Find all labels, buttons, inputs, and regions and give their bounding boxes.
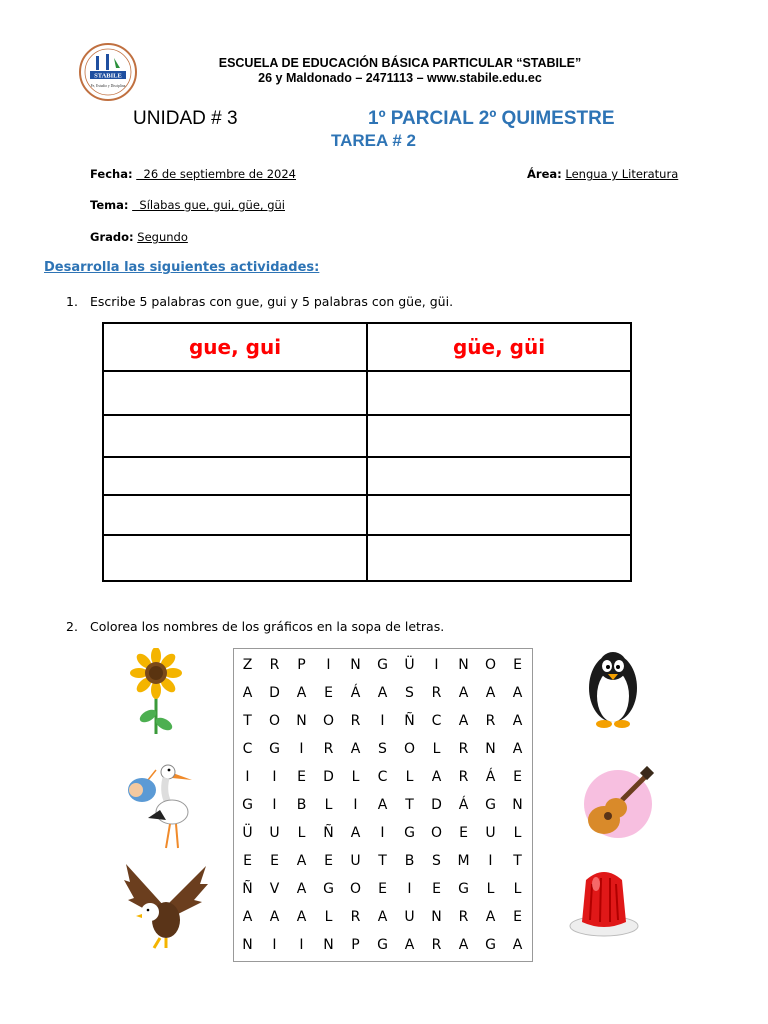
word-search-grid bbox=[234, 649, 532, 961]
word-search-letter[interactable]: L bbox=[324, 909, 333, 925]
word-search-letter[interactable]: G bbox=[485, 937, 496, 953]
word-search-letter[interactable]: Á bbox=[485, 769, 496, 785]
word-search-letter[interactable]: N bbox=[242, 937, 253, 953]
word-search-letter[interactable]: L bbox=[513, 825, 522, 841]
date-field bbox=[90, 167, 296, 181]
column-header-gue-gui: gue, gui bbox=[103, 323, 367, 371]
word-search-letter[interactable]: E bbox=[324, 853, 333, 869]
word-search-letter[interactable]: I bbox=[380, 713, 385, 729]
word-search-letter[interactable]: G bbox=[269, 741, 280, 757]
word-search-letter[interactable]: D bbox=[431, 797, 442, 813]
word-search-letter[interactable]: L bbox=[513, 881, 522, 897]
word-search-letter[interactable]: C bbox=[377, 769, 388, 785]
activity-number: 1. bbox=[66, 294, 78, 309]
syllable-table bbox=[102, 322, 632, 582]
area-label: Área: bbox=[527, 167, 562, 181]
school-address: 26 y Maldonado – 2471113 – www.stabile.edu.ec bbox=[258, 71, 542, 85]
answer-cell[interactable] bbox=[103, 371, 367, 415]
word-search-letter[interactable]: I bbox=[434, 657, 439, 673]
word-search-letter[interactable]: A bbox=[485, 909, 496, 925]
word-search-letter[interactable]: I bbox=[380, 825, 385, 841]
table-row bbox=[103, 495, 631, 535]
word-search-letter[interactable]: A bbox=[296, 881, 307, 897]
word-search-letter[interactable]: A bbox=[512, 685, 523, 701]
word-search-letter[interactable]: E bbox=[324, 685, 333, 701]
word-search-letter[interactable]: A bbox=[377, 685, 388, 701]
word-search-letter[interactable]: M bbox=[457, 853, 470, 869]
word-search-letter[interactable]: O bbox=[484, 657, 497, 673]
word-search-letter[interactable]: L bbox=[351, 769, 360, 785]
instructions-heading: Desarrolla las siguientes actividades: bbox=[44, 260, 320, 275]
word-search-letter[interactable]: A bbox=[485, 685, 496, 701]
word-search-letter[interactable]: I bbox=[407, 881, 412, 897]
word-search-letter[interactable]: Á bbox=[458, 797, 469, 813]
word-search-letter[interactable]: U bbox=[404, 909, 415, 925]
word-search-letter[interactable]: I bbox=[299, 937, 304, 953]
word-search-letter[interactable]: Z bbox=[242, 657, 253, 673]
word-search-letter[interactable]: R bbox=[431, 685, 442, 701]
answer-cell[interactable] bbox=[103, 457, 367, 495]
topic-label: Tema: bbox=[90, 198, 129, 212]
word-search-letter[interactable]: G bbox=[458, 881, 469, 897]
word-search bbox=[233, 648, 533, 962]
activity-text: Colorea los nombres de los gráficos en la sopa de letras. bbox=[90, 619, 445, 634]
word-search-letter[interactable]: N bbox=[485, 741, 496, 757]
word-search-letter[interactable]: A bbox=[458, 685, 469, 701]
word-search-letter[interactable]: E bbox=[378, 881, 387, 897]
word-search-letter[interactable]: G bbox=[404, 825, 415, 841]
eagle-icon bbox=[120, 858, 210, 950]
answer-cell[interactable] bbox=[367, 415, 631, 457]
word-search-letter[interactable]: D bbox=[269, 685, 280, 701]
word-search-letter[interactable]: R bbox=[350, 713, 361, 729]
word-search-letter[interactable]: A bbox=[296, 909, 307, 925]
word-search-letter[interactable]: L bbox=[297, 825, 306, 841]
word-search-letter[interactable]: G bbox=[485, 797, 496, 813]
word-search-letter[interactable]: R bbox=[269, 657, 280, 673]
stork-icon bbox=[118, 754, 198, 850]
word-search-letter[interactable]: I bbox=[245, 769, 250, 785]
word-search-letter[interactable]: I bbox=[353, 797, 358, 813]
word-search-letter[interactable]: A bbox=[350, 741, 361, 757]
word-search-letter[interactable]: A bbox=[512, 937, 523, 953]
date-label: Fecha: bbox=[90, 167, 133, 181]
activity-number: 2. bbox=[66, 619, 78, 634]
topic-value: Sílabas gue, gui, güe, güi bbox=[132, 198, 285, 212]
word-search-letter[interactable]: S bbox=[378, 741, 387, 757]
answer-cell[interactable] bbox=[367, 535, 631, 581]
word-search-letter[interactable]: N bbox=[350, 657, 361, 673]
word-search-letter[interactable]: O bbox=[322, 713, 335, 729]
word-search-letter[interactable]: G bbox=[377, 937, 388, 953]
word-search-letter[interactable]: L bbox=[405, 769, 414, 785]
activity-text: Escribe 5 palabras con gue, gui y 5 palabras con güe, güi. bbox=[90, 294, 454, 309]
word-search-letter[interactable]: A bbox=[296, 685, 307, 701]
table-header-row bbox=[103, 323, 631, 371]
table-row bbox=[103, 371, 631, 415]
svg-text:STABILE: STABILE bbox=[94, 72, 122, 80]
word-search-letter[interactable]: L bbox=[324, 797, 333, 813]
area-field bbox=[527, 167, 678, 181]
word-search-letter[interactable]: A bbox=[296, 853, 307, 869]
word-search-letter[interactable]: B bbox=[296, 797, 307, 813]
word-search-letter[interactable]: N bbox=[323, 937, 334, 953]
word-search-letter[interactable]: I bbox=[272, 769, 277, 785]
penguin-icon bbox=[580, 640, 646, 730]
word-search-letter[interactable]: Ñ bbox=[242, 881, 253, 897]
word-search-letter[interactable]: P bbox=[297, 657, 306, 673]
word-search-letter[interactable]: R bbox=[323, 741, 334, 757]
school-name: ESCUELA DE EDUCACIÓN BÁSICA PARTICULAR “STABILE” bbox=[218, 56, 582, 70]
word-search-letter[interactable]: C bbox=[242, 741, 253, 757]
activity-1 bbox=[66, 294, 453, 309]
word-search-letter[interactable]: A bbox=[350, 825, 361, 841]
activity-2 bbox=[66, 619, 444, 634]
word-search-letter[interactable]: L bbox=[486, 881, 495, 897]
word-search-letter[interactable]: E bbox=[513, 769, 522, 785]
word-search-letter[interactable]: U bbox=[485, 825, 496, 841]
sunflower-icon bbox=[130, 648, 182, 736]
word-search-letter[interactable]: A bbox=[512, 741, 523, 757]
word-search-letter[interactable]: R bbox=[458, 769, 469, 785]
word-search-letter[interactable]: S bbox=[432, 853, 441, 869]
word-search-letter[interactable]: L bbox=[432, 741, 441, 757]
word-search-letter[interactable]: G bbox=[377, 657, 388, 673]
answer-cell[interactable] bbox=[367, 457, 631, 495]
unit-title: UNIDAD # 3 bbox=[133, 108, 238, 129]
word-search-letter[interactable]: O bbox=[430, 825, 443, 841]
word-search-letter[interactable]: N bbox=[458, 657, 469, 673]
partial-title: 1º PARCIAL 2º QUIMESTRE bbox=[368, 108, 615, 129]
word-search-letter[interactable]: A bbox=[377, 909, 388, 925]
word-search-letter[interactable]: E bbox=[513, 909, 522, 925]
svg-text:Fe, Estudio y Disciplina: Fe, Estudio y Disciplina bbox=[90, 84, 126, 88]
table-row bbox=[103, 415, 631, 457]
grade-label: Grado: bbox=[90, 230, 134, 244]
word-search-letter[interactable]: V bbox=[269, 881, 280, 897]
word-search-letter[interactable]: D bbox=[323, 769, 334, 785]
word-search-letter[interactable]: T bbox=[513, 853, 522, 869]
word-search-letter[interactable]: Á bbox=[350, 685, 361, 701]
area-value: Lengua y Literatura bbox=[565, 167, 679, 181]
word-search-letter[interactable]: A bbox=[269, 909, 280, 925]
word-search-letter[interactable]: A bbox=[242, 909, 253, 925]
school-logo bbox=[76, 42, 140, 102]
guitar-icon bbox=[582, 766, 656, 842]
word-search-letter[interactable]: E bbox=[432, 881, 441, 897]
word-search-letter[interactable]: R bbox=[350, 909, 361, 925]
word-search-letter[interactable]: O bbox=[349, 881, 362, 897]
word-search-letter[interactable]: A bbox=[242, 685, 253, 701]
answer-cell[interactable] bbox=[103, 495, 367, 535]
word-search-letter[interactable]: I bbox=[272, 937, 277, 953]
word-search-letter[interactable]: R bbox=[485, 713, 496, 729]
word-search-letter[interactable]: S bbox=[405, 685, 414, 701]
answer-cell[interactable] bbox=[367, 371, 631, 415]
answer-cell[interactable] bbox=[367, 495, 631, 535]
word-search-letter[interactable]: G bbox=[323, 881, 334, 897]
column-header-gue-gui-dieresis: güe, güi bbox=[367, 323, 631, 371]
word-search-letter[interactable]: I bbox=[326, 657, 331, 673]
grade-field bbox=[90, 230, 188, 244]
word-search-letter[interactable]: N bbox=[296, 713, 307, 729]
answer-cell[interactable] bbox=[103, 535, 367, 581]
word-search-letter[interactable]: E bbox=[513, 657, 522, 673]
table-row bbox=[103, 457, 631, 495]
word-search-letter[interactable]: R bbox=[431, 937, 442, 953]
word-search-letter[interactable]: A bbox=[458, 937, 469, 953]
word-search-letter[interactable]: U bbox=[269, 825, 280, 841]
word-search-letter[interactable]: P bbox=[351, 937, 360, 953]
table-row bbox=[103, 535, 631, 581]
word-search-letter[interactable]: E bbox=[243, 853, 252, 869]
word-search-letter[interactable]: I bbox=[488, 853, 493, 869]
word-search-letter[interactable]: A bbox=[377, 797, 388, 813]
word-search-letter[interactable]: Ñ bbox=[404, 713, 415, 729]
word-search-letter[interactable]: G bbox=[242, 797, 253, 813]
word-search-letter[interactable]: E bbox=[297, 769, 306, 785]
task-title: TAREA # 2 bbox=[331, 131, 417, 150]
word-search-letter[interactable]: B bbox=[404, 853, 415, 869]
word-search-letter[interactable]: N bbox=[512, 797, 523, 813]
word-search-letter[interactable]: O bbox=[403, 741, 416, 757]
word-search-letter[interactable]: O bbox=[268, 713, 281, 729]
word-search-letter[interactable]: Ü bbox=[404, 657, 415, 673]
word-search-letter[interactable]: A bbox=[404, 937, 415, 953]
word-search-letter[interactable]: N bbox=[431, 909, 442, 925]
word-search-letter[interactable]: U bbox=[350, 853, 361, 869]
word-search-letter[interactable]: R bbox=[458, 741, 469, 757]
word-search-letter[interactable]: E bbox=[459, 825, 468, 841]
word-search-letter[interactable]: I bbox=[299, 741, 304, 757]
answer-cell[interactable] bbox=[103, 415, 367, 457]
word-search-letter[interactable]: I bbox=[272, 797, 277, 813]
word-search-letter[interactable]: E bbox=[270, 853, 279, 869]
topic-field bbox=[90, 198, 285, 212]
word-search-letter[interactable]: C bbox=[431, 713, 442, 729]
word-search-letter[interactable]: A bbox=[512, 713, 523, 729]
word-search-letter[interactable]: R bbox=[458, 909, 469, 925]
word-search-letter[interactable]: Ü bbox=[242, 825, 253, 841]
word-search-letter[interactable]: T bbox=[243, 713, 252, 729]
word-search-letter[interactable]: Ñ bbox=[323, 825, 334, 841]
word-search-letter[interactable]: T bbox=[378, 853, 387, 869]
grade-value: Segundo bbox=[137, 230, 188, 244]
word-search-letter[interactable]: A bbox=[431, 769, 442, 785]
word-search-letter[interactable]: T bbox=[405, 797, 414, 813]
word-search-letter[interactable]: A bbox=[458, 713, 469, 729]
jelly-icon bbox=[568, 860, 640, 940]
date-value: 26 de septiembre de 2024 bbox=[136, 167, 297, 181]
